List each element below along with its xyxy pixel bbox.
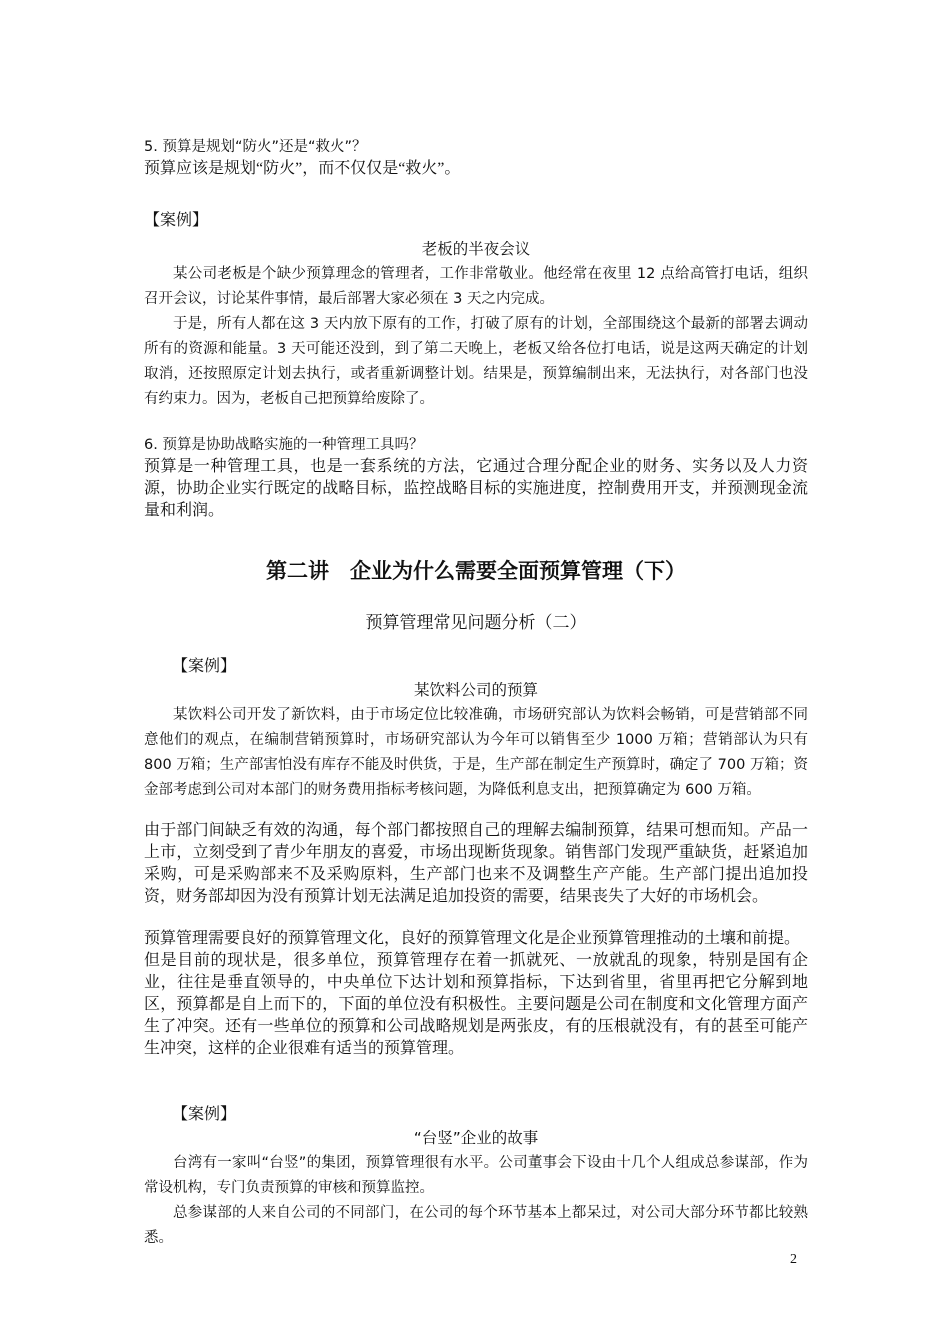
page-number: 2 (790, 1252, 797, 1267)
answer-text: 预算是一种管理工具，也是一套系统的方法，它通过合理分配企业的财务、实务以及人力资源，协助企业实行既定的战略目标，监控战略目标的实施进度，控制费用开支，并预测现金流量和利润。 (144, 458, 808, 519)
case-3 (144, 1126, 808, 1251)
section-6 (144, 434, 808, 522)
case-title: 某饮料公司的预算 (413, 681, 538, 699)
case-paragraph: 于是，所有人都在这 3 天内放下原有的工作，打破了原有的计划，全部围绕这个最新的部署去调动所有的资源和能量。3 天可能还没到，到了第二天晚上，老板又给各位打电话，说是这两天确定的计划取消，还按照原定计划去执行，或者重新调整计划。结果是，预算编制出来，无法执行，对各部门也没有约束力。因为，老板自己把预算给废除了。 (144, 316, 808, 407)
case-label: 【案例】 (172, 658, 237, 675)
case-title: “台竖”企业的故事 (413, 1129, 539, 1147)
case-paragraph: 总参谋部的人来自公司的不同部门，在公司的每个环节基本上都呆过，对公司大部分环节都比较熟悉。 (144, 1205, 808, 1246)
case-label: 【案例】 (144, 212, 209, 229)
body-paragraph (144, 928, 808, 1060)
body-paragraph-text: 但是目前的现状是，很多单位，预算管理存在着一抓就死、一放就乱的现象，特别是国有企业，往往是垂直领导的，中央单位下达计划和预算指标，下达到省里，省里再把它分解到地区，预算都是自上而下的，下面的单位没有积极性。主要问题是公司在制度和文化管理方面产生了冲突。还有一些单位的预算和公司战略规划是两张皮，有的压根就没有，有的甚至可能产生冲突，这样的企业很难有适当的预算管理。 (144, 952, 808, 1057)
case-paragraph: 某公司老板是个缺少预算理念的管理者，工作非常敬业。他经常在夜里 12 点给高管打电话，组织召开会议，讨论某件事情，最后部署大家必须在 3 天之内完成。 (144, 266, 808, 307)
case-2 (144, 678, 808, 803)
case-label: 【案例】 (172, 1106, 237, 1123)
lecture-subtitle: 预算管理常见问题分析（二） (365, 613, 587, 633)
case-1 (144, 237, 808, 412)
case-title: 老板的半夜会议 (421, 240, 531, 258)
question-heading: 5. 预算是规划“防火”还是“救火”？ (144, 139, 367, 155)
body-paragraph: 由于部门间缺乏有效的沟通，每个部门都按照自己的理解去编制预算，结果可想而知。产品一上市，立刻受到了青少年朋友的喜爱，市场出现断货现象。销售部门发现严重缺货，赶紧追加采购，可是采购部来不及采购原料，生产部门也来不及调整生产产能。生产部门提出追加投资，财务部却因为没有预算计划无法满足追加投资的需要，结果丧失了大好的市场机会。 (144, 822, 808, 905)
case-paragraph: 台湾有一家叫“台竖”的集团，预算管理很有水平。公司董事会下设由十几个人组成总参谋部，作为常设机构，专门负责预算的审核和预算监控。 (144, 1155, 808, 1196)
question-heading: 6. 预算是协助战略实施的一种管理工具吗？ (144, 437, 424, 453)
answer-text: 预算应该是规划“防火”，而不仅仅是“救火”。 (144, 160, 461, 177)
section-5 (144, 136, 808, 180)
lecture-title: 第二讲 企业为什么需要全面预算管理（下） (266, 559, 686, 583)
case-paragraph: 某饮料公司开发了新饮料，由于市场定位比较准确，市场研究部认为饮料会畅销，可是营销部不同意他们的观点，在编制营销预算时，市场研究部认为今年可以销售至少 1000 万箱；营销部认为只有 800 万箱；生产部害怕没有库存不能及时供货，于是，生产部在制定生产预算时，确定了 700 万箱；资金部考虑到公司对本部门的财务费用指标考核问题，为降低利息支出，把预算确定为 600 万箱。 (144, 707, 808, 798)
body-paragraph-text: 预算管理需要良好的预算管理文化，良好的预算管理文化是企业预算管理推动的土壤和前提。 (144, 930, 801, 947)
